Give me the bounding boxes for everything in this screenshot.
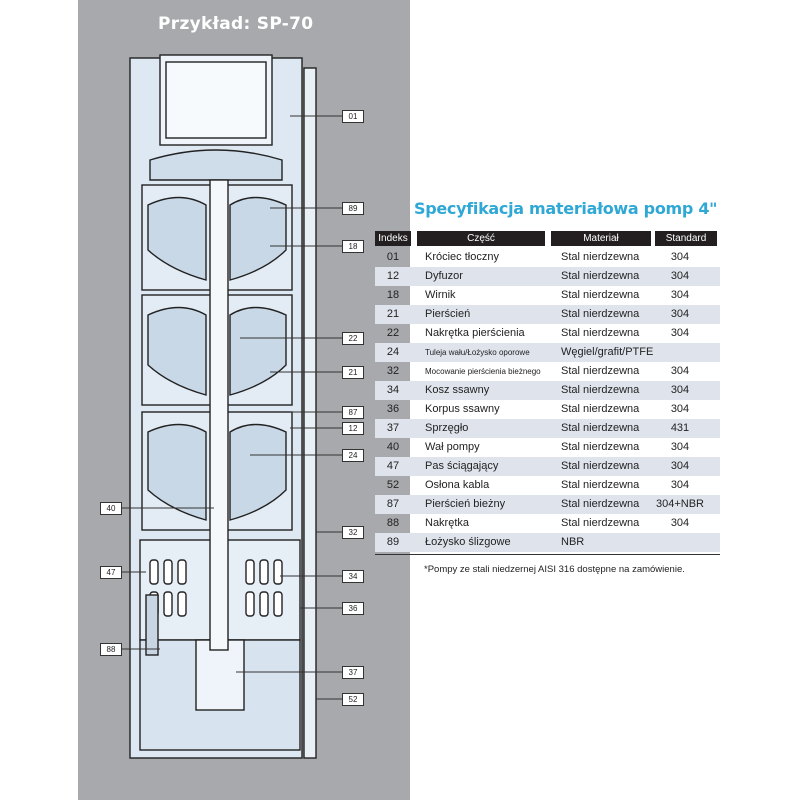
cell-part: Pierścień bbox=[425, 308, 471, 320]
table-row bbox=[375, 286, 720, 305]
callout-89: 89 bbox=[342, 202, 364, 215]
cell-part: Osłona kabla bbox=[425, 479, 490, 491]
cell-part: Kosz ssawny bbox=[425, 384, 490, 396]
cell-material: Stal nierdzewna bbox=[561, 498, 640, 510]
cell-part: Korpus ssawny bbox=[425, 403, 500, 415]
cell-index: 88 bbox=[386, 517, 400, 529]
callout-18: 18 bbox=[342, 240, 364, 253]
table-row bbox=[375, 495, 720, 514]
cell-index: 52 bbox=[386, 479, 400, 491]
table-row bbox=[375, 267, 720, 286]
drawing-title: Przykład: SP-70 bbox=[158, 14, 314, 34]
cell-standard: 304 bbox=[670, 270, 690, 282]
cell-standard: 304 bbox=[670, 365, 690, 377]
cell-index: 22 bbox=[386, 327, 400, 339]
cell-index: 12 bbox=[386, 270, 400, 282]
cell-index: 36 bbox=[386, 403, 400, 415]
callout-37: 37 bbox=[342, 666, 364, 679]
cell-index: 18 bbox=[386, 289, 400, 301]
callout-22: 22 bbox=[342, 332, 364, 345]
callout-01: 01 bbox=[342, 110, 364, 123]
spec-title: Specyfikacja materiałowa pomp 4" bbox=[414, 199, 718, 218]
pump-shaft bbox=[210, 180, 228, 650]
cell-standard: 304 bbox=[670, 403, 690, 415]
cell-material: Stal nierdzewna bbox=[561, 289, 640, 301]
table-row bbox=[375, 400, 720, 419]
cell-material: Stal nierdzewna bbox=[561, 270, 640, 282]
cell-part: Nakrętka bbox=[425, 517, 470, 529]
table-row bbox=[375, 248, 720, 267]
callout-40: 40 bbox=[100, 502, 122, 515]
cell-standard: 304 bbox=[670, 327, 690, 339]
table-row bbox=[375, 305, 720, 324]
cell-material: Stal nierdzewna bbox=[561, 251, 640, 263]
cell-standard: 304 bbox=[670, 251, 690, 263]
cable-guard bbox=[304, 68, 316, 758]
cell-index: 89 bbox=[386, 536, 400, 548]
cell-part: Dyfuzor bbox=[425, 270, 463, 282]
callout-24: 24 bbox=[342, 449, 364, 462]
cell-standard: 431 bbox=[670, 422, 690, 434]
table-row bbox=[375, 419, 720, 438]
cell-standard: 304 bbox=[670, 517, 690, 529]
cell-part: Pas ściągający bbox=[425, 460, 499, 472]
spec-table bbox=[375, 231, 720, 551]
cell-material: Stal nierdzewna bbox=[561, 308, 640, 320]
callout-34: 34 bbox=[342, 570, 364, 583]
cell-standard: 304 bbox=[670, 460, 690, 472]
cell-material: Stal nierdzewna bbox=[561, 460, 640, 472]
cell-material: Stal nierdzewna bbox=[561, 422, 640, 434]
table-row bbox=[375, 343, 720, 362]
cell-part: Wirnik bbox=[425, 289, 456, 301]
header-standard: Standard bbox=[655, 231, 717, 246]
header-material: Materiał bbox=[551, 231, 651, 246]
callout-88: 88 bbox=[100, 643, 122, 656]
cell-part: Sprzęgło bbox=[425, 422, 469, 434]
cell-standard: 304 bbox=[670, 479, 690, 491]
cell-part: Łożysko ślizgowe bbox=[425, 536, 511, 548]
footnote: *Pompy ze stali niedzernej AISI 316 dostępne na zamówienie. bbox=[424, 564, 685, 575]
cell-standard: 304 bbox=[670, 384, 690, 396]
cell-material: Stal nierdzewna bbox=[561, 441, 640, 453]
table-row bbox=[375, 381, 720, 400]
cell-material: Stal nierdzewna bbox=[561, 384, 640, 396]
table-row bbox=[375, 324, 720, 343]
callout-87: 87 bbox=[342, 406, 364, 419]
cell-part: Wał pompy bbox=[425, 441, 480, 453]
callout-47: 47 bbox=[100, 566, 122, 579]
table-bottom-rule bbox=[375, 554, 720, 555]
cell-index: 32 bbox=[386, 365, 400, 377]
table-row bbox=[375, 457, 720, 476]
cell-standard: 304+NBR bbox=[655, 498, 704, 510]
cell-material: Stal nierdzewna bbox=[561, 365, 640, 377]
cell-index: 01 bbox=[386, 251, 400, 263]
cell-standard: 304 bbox=[670, 308, 690, 320]
table-row bbox=[375, 514, 720, 533]
table-row bbox=[375, 476, 720, 495]
cell-standard: 304 bbox=[670, 289, 690, 301]
cell-material: Stal nierdzewna bbox=[561, 327, 640, 339]
table-row bbox=[375, 362, 720, 381]
header-part: Część bbox=[417, 231, 545, 246]
cell-part: Króciec tłoczny bbox=[425, 251, 499, 263]
cell-part: Mocowanie pierścienia bieżnego bbox=[425, 367, 541, 376]
cell-index: 40 bbox=[386, 441, 400, 453]
cell-standard bbox=[649, 343, 711, 362]
cell-material: Stal nierdzewna bbox=[561, 403, 640, 415]
cell-material: Stal nierdzewna bbox=[561, 517, 640, 529]
cell-material: NBR bbox=[561, 536, 585, 548]
cell-index: 47 bbox=[386, 460, 400, 472]
cell-part: Pierścień bieżny bbox=[425, 498, 506, 510]
callout-32: 32 bbox=[342, 526, 364, 539]
cell-standard bbox=[649, 533, 711, 552]
cell-part: Tuleja wału/Łożysko oporowe bbox=[425, 348, 530, 357]
cell-part: Nakrętka pierścienia bbox=[425, 327, 525, 339]
cell-index: 24 bbox=[386, 346, 400, 358]
cell-index: 37 bbox=[386, 422, 400, 434]
cell-material: Węgiel/grafit/PTFE bbox=[561, 346, 654, 358]
callout-12: 12 bbox=[342, 422, 364, 435]
cell-material: Stal nierdzewna bbox=[561, 479, 640, 491]
callout-52: 52 bbox=[342, 693, 364, 706]
table-row bbox=[375, 533, 720, 552]
cell-index: 87 bbox=[386, 498, 400, 510]
table-row bbox=[375, 438, 720, 457]
cell-index: 34 bbox=[386, 384, 400, 396]
cell-index: 21 bbox=[386, 308, 400, 320]
callout-21: 21 bbox=[342, 366, 364, 379]
cell-standard: 304 bbox=[670, 441, 690, 453]
callout-36: 36 bbox=[342, 602, 364, 615]
header-index: Indeks bbox=[375, 231, 411, 246]
